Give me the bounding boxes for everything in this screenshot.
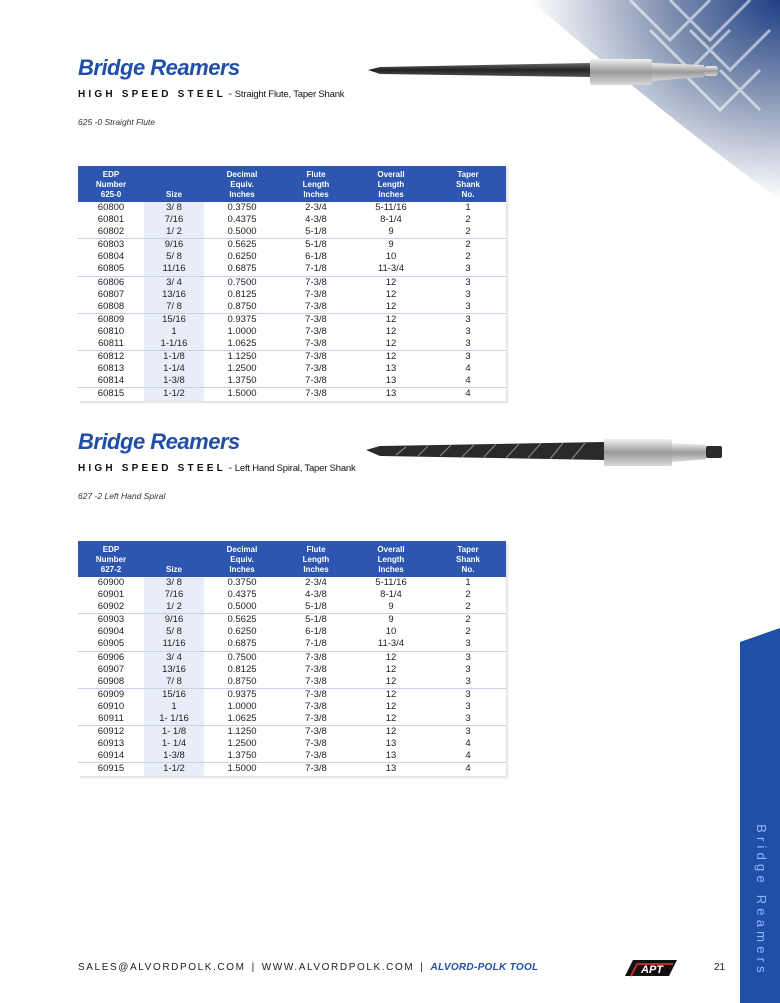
decimal-cell: 0.6250	[227, 251, 257, 263]
size-cell: 1-1/8	[144, 351, 204, 364]
flute-length-cell: 5-1/8	[280, 226, 352, 239]
size-cell: 3/ 4	[144, 276, 204, 289]
overall-length-cell: 12	[352, 713, 430, 726]
table-row	[78, 601, 506, 614]
taper-cell: 4	[465, 738, 471, 750]
overall-length-cell: 13	[385, 363, 397, 375]
corner-graphic	[470, 0, 780, 200]
header-edp: EDP Number 625-0	[78, 166, 144, 202]
edp-cell: 60901	[97, 589, 125, 601]
taper-cell: 3	[465, 651, 471, 663]
edp-cell: 60806	[97, 276, 125, 288]
material-label: HIGH SPEED STEEL	[78, 463, 226, 474]
taper-cell: 4	[465, 388, 471, 400]
size-cell: 3/ 4	[144, 651, 204, 664]
decimal-cell: 1.0625	[204, 338, 280, 351]
table-row	[78, 326, 506, 338]
taper-cell: 3	[465, 276, 471, 288]
flute-length-cell: 7-3/8	[280, 301, 352, 314]
section-subtitle	[78, 89, 508, 100]
taper-cell: 2	[430, 226, 506, 239]
taper-cell: 3	[465, 313, 471, 325]
size-cell: 3/ 8	[144, 577, 204, 589]
overall-length-cell: 10	[385, 251, 397, 263]
overall-length-cell: 8-1/4	[380, 589, 402, 601]
edp-cell: 60908	[78, 676, 144, 689]
edp-cell: 60812	[97, 351, 125, 363]
decimal-cell: 1.0625	[204, 713, 280, 726]
table-row	[78, 626, 506, 638]
edp-cell: 60915	[97, 763, 125, 775]
decimal-cell: 1.2500	[227, 363, 257, 375]
flute-length-cell: 5-1/8	[305, 239, 327, 251]
taper-cell: 3	[465, 351, 471, 363]
taper-cell: 3	[430, 638, 506, 651]
edp-cell: 60801	[97, 214, 125, 226]
size-cell: 1-1/16	[144, 338, 204, 351]
overall-length-cell: 12	[385, 288, 397, 300]
footer	[78, 962, 538, 973]
overall-length-cell: 5-11/16	[375, 202, 407, 213]
edp-cell: 60904	[97, 626, 125, 638]
edp-cell: 60804	[97, 251, 125, 263]
reamer-description: Left Hand Spiral, Taper Shank	[234, 463, 356, 474]
overall-length-cell: 12	[352, 301, 430, 314]
size-cell: 1-3/8	[144, 375, 204, 388]
taper-cell: 2	[465, 251, 471, 263]
table-row	[78, 338, 506, 351]
size-cell: 1-1/2	[144, 763, 204, 776]
decimal-cell: 0.4375	[227, 589, 257, 601]
taper-cell: 3	[465, 700, 471, 712]
decimal-cell: 1.5000	[227, 388, 257, 400]
edp-cell: 60905	[78, 638, 144, 651]
size-cell: 1- 1/4	[144, 738, 204, 750]
decimal-cell: 0.9375	[227, 313, 257, 325]
edp-cell: 60902	[78, 601, 144, 614]
overall-length-cell: 12	[385, 726, 397, 738]
flute-length-cell: 5-1/8	[305, 614, 327, 626]
flute-length-cell: 4-3/8	[305, 589, 327, 601]
table-row	[78, 713, 506, 726]
overall-length-cell: 13	[385, 738, 397, 750]
flute-length-cell: 7-3/8	[280, 375, 352, 388]
overall-length-cell: 12	[352, 338, 430, 351]
header-decimal: Decimal Equiv. Inches	[204, 166, 280, 202]
footer-email[interactable]: SALES@ALVORDPOLK.COM	[78, 962, 246, 973]
taper-cell: 2	[465, 589, 471, 601]
decimal-cell: 1.5000	[227, 763, 257, 775]
edp-cell: 60807	[97, 288, 125, 300]
decimal-cell: 1.1250	[227, 351, 257, 363]
header-size: Size	[144, 166, 204, 202]
table-row	[78, 388, 506, 401]
table-row	[78, 676, 506, 689]
spiral-reamer-image	[366, 435, 724, 471]
overall-length-cell: 9	[388, 239, 394, 251]
flute-length-cell: 7-1/8	[280, 638, 352, 651]
header-flute-length: Flute Length Inches	[280, 541, 352, 577]
edp-cell: 60909	[97, 688, 125, 700]
flute-length-cell: 7-1/8	[280, 263, 352, 276]
size-cell: 1-1/4	[144, 363, 204, 375]
overall-length-cell: 12	[385, 351, 397, 363]
side-tab-label	[746, 823, 776, 977]
edp-cell: 60900	[97, 577, 125, 588]
page-number: 21	[714, 962, 726, 973]
table-header-row	[78, 541, 506, 577]
overall-length-cell: 9	[352, 226, 430, 239]
edp-cell: 60803	[97, 239, 125, 251]
size-cell: 15/16	[144, 313, 204, 326]
decimal-cell: 0.3750	[227, 577, 257, 588]
reamer-table-627	[78, 541, 506, 776]
edp-cell: 60813	[97, 363, 125, 375]
material-label: HIGH SPEED STEEL	[78, 89, 226, 100]
header-edp: EDP Number 627-2	[78, 541, 144, 577]
edp-cell: 60912	[97, 726, 125, 738]
overall-length-cell: 13	[385, 763, 397, 775]
table-row	[78, 351, 506, 364]
taper-cell: 2	[465, 614, 471, 626]
taper-cell: 3	[465, 688, 471, 700]
size-cell: 1-3/8	[144, 750, 204, 763]
size-cell: 11/16	[144, 638, 204, 651]
taper-cell: 2	[465, 214, 471, 226]
flute-length-cell: 6-1/8	[305, 626, 327, 638]
flute-length-cell: 5-1/8	[280, 601, 352, 614]
overall-length-cell: 12	[385, 276, 397, 288]
taper-cell: 3	[465, 288, 471, 300]
flute-length-cell: 7-3/8	[305, 726, 327, 738]
size-cell: 1-1/2	[144, 388, 204, 401]
overall-length-cell: 12	[385, 663, 397, 675]
table-row	[78, 688, 506, 701]
size-cell: 1/ 2	[144, 601, 204, 614]
decimal-cell: 0.7500	[227, 651, 257, 663]
footer-brand: ALVORD-POLK TOOL	[430, 962, 539, 973]
footer-separator: |	[251, 962, 256, 973]
overall-length-cell: 10	[385, 626, 397, 638]
table-row	[78, 239, 506, 252]
taper-cell: 2	[465, 239, 471, 251]
decimal-cell: 0.6875	[204, 638, 280, 651]
decimal-cell: 0.5625	[227, 239, 257, 251]
size-cell: 7/16	[144, 589, 204, 601]
flute-length-cell: 7-3/8	[305, 363, 327, 375]
decimal-cell: 0.8750	[204, 301, 280, 314]
edp-cell: 60809	[97, 313, 125, 325]
section-title: Bridge Reamers	[78, 429, 240, 454]
overall-length-cell: 12	[352, 676, 430, 689]
flute-length-cell: 4-3/8	[305, 214, 327, 226]
decimal-cell: 0.4375	[227, 214, 257, 226]
taper-cell: 2	[430, 601, 506, 614]
footer-website[interactable]: WWW.ALVORDPOLK.COM	[261, 962, 415, 973]
header-taper-shank: Taper Shank No.	[430, 541, 506, 577]
table-row	[78, 664, 506, 676]
overall-length-cell: 9	[388, 614, 394, 626]
overall-length-cell: 12	[385, 325, 397, 337]
table-row	[78, 251, 506, 263]
size-cell: 5/ 8	[144, 626, 204, 638]
decimal-cell: 1.0000	[227, 700, 257, 712]
size-cell: 1- 1/16	[144, 713, 204, 726]
edp-cell: 60903	[97, 614, 125, 626]
edp-cell: 60815	[97, 388, 125, 400]
flute-length-cell: 2-3/4	[305, 202, 327, 213]
table-row	[78, 750, 506, 763]
table-row	[78, 289, 506, 301]
table-row	[78, 226, 506, 239]
table-row	[78, 614, 506, 627]
size-cell: 5/ 8	[144, 251, 204, 263]
overall-length-cell: 11-3/4	[352, 263, 430, 276]
size-cell: 7/ 8	[144, 301, 204, 314]
header-overall-length: Overall Length Inches	[352, 541, 430, 577]
section-title: Bridge Reamers	[78, 55, 240, 80]
edp-cell: 60800	[97, 202, 125, 213]
overall-length-cell: 13	[352, 375, 430, 388]
size-cell: 13/16	[144, 664, 204, 676]
table-row	[78, 763, 506, 776]
series-note: 627 -2 Left Hand Spiral	[78, 491, 166, 501]
flute-length-cell: 7-3/8	[305, 388, 327, 400]
size-cell: 1- 1/8	[144, 726, 204, 739]
flute-length-cell: 7-3/8	[305, 688, 327, 700]
flute-length-cell: 7-3/8	[305, 288, 327, 300]
size-cell: 9/16	[144, 614, 204, 627]
edp-cell: 60814	[78, 375, 144, 388]
size-cell: 11/16	[144, 263, 204, 276]
taper-cell: 3	[430, 301, 506, 314]
flute-length-cell: 7-3/8	[305, 663, 327, 675]
size-cell: 7/16	[144, 214, 204, 226]
decimal-cell: 0.8750	[204, 676, 280, 689]
subtitle-dash: -	[225, 89, 235, 100]
table-row	[78, 738, 506, 750]
table-row	[78, 214, 506, 226]
flute-length-cell: 7-3/8	[305, 738, 327, 750]
taper-cell: 2	[465, 626, 471, 638]
table-row	[78, 301, 506, 314]
flute-length-cell: 7-3/8	[305, 325, 327, 337]
decimal-cell: 0.5000	[204, 226, 280, 239]
decimal-cell: 0.8125	[227, 663, 257, 675]
overall-length-cell: 13	[352, 750, 430, 763]
overall-length-cell: 12	[385, 313, 397, 325]
overall-length-cell: 12	[385, 688, 397, 700]
taper-cell: 3	[430, 676, 506, 689]
table-row	[78, 202, 506, 214]
table-row	[78, 276, 506, 289]
overall-length-cell: 5-11/16	[375, 577, 407, 588]
decimal-cell: 0.5625	[227, 614, 257, 626]
overall-length-cell: 13	[385, 388, 397, 400]
decimal-cell: 0.5000	[204, 601, 280, 614]
edp-cell: 60810	[97, 325, 125, 337]
straight-flute-reamer-image	[368, 55, 720, 90]
edp-cell: 60811	[78, 338, 144, 351]
decimal-cell: 1.0000	[227, 325, 257, 337]
flute-length-cell: 2-3/4	[305, 577, 327, 588]
table-row	[78, 375, 506, 388]
taper-cell: 3	[465, 663, 471, 675]
taper-cell: 1	[465, 202, 471, 213]
table-row	[78, 701, 506, 713]
flute-length-cell: 7-3/8	[280, 713, 352, 726]
header-taper-shank: Taper Shank No.	[430, 166, 506, 202]
flute-length-cell: 7-3/8	[305, 700, 327, 712]
overall-length-cell: 11-3/4	[352, 638, 430, 651]
taper-cell: 4	[430, 375, 506, 388]
side-tab-text: Bridge Reamers	[753, 823, 769, 977]
table-row	[78, 577, 506, 589]
flute-length-cell: 6-1/8	[305, 251, 327, 263]
edp-cell: 60802	[78, 226, 144, 239]
table-row	[78, 651, 506, 664]
size-cell: 15/16	[144, 688, 204, 701]
header-size: Size	[144, 541, 204, 577]
header-overall-length: Overall Length Inches	[352, 166, 430, 202]
overall-length-cell: 12	[385, 651, 397, 663]
size-cell: 3/ 8	[144, 202, 204, 214]
decimal-cell: 1.3750	[204, 750, 280, 763]
taper-cell: 1	[465, 577, 471, 588]
edp-cell: 60913	[97, 738, 125, 750]
taper-cell: 3	[430, 263, 506, 276]
series-note: 625 -0 Straight Flute	[78, 117, 156, 127]
decimal-cell: 0.7500	[227, 276, 257, 288]
size-cell: 7/ 8	[144, 676, 204, 689]
header-decimal: Decimal Equiv. Inches	[204, 541, 280, 577]
decimal-cell: 1.1250	[227, 726, 257, 738]
decimal-cell: 1.2500	[227, 738, 257, 750]
decimal-cell: 0.6250	[227, 626, 257, 638]
flute-length-cell: 7-3/8	[280, 750, 352, 763]
decimal-cell: 0.9375	[227, 688, 257, 700]
size-cell: 9/16	[144, 239, 204, 252]
size-cell: 1	[144, 701, 204, 713]
taper-cell: 4	[430, 750, 506, 763]
table-row	[78, 263, 506, 276]
table-row	[78, 589, 506, 601]
overall-length-cell: 8-1/4	[380, 214, 402, 226]
flute-length-cell: 7-3/8	[305, 276, 327, 288]
taper-cell: 3	[430, 338, 506, 351]
edp-cell: 60911	[78, 713, 144, 726]
taper-cell: 3	[465, 325, 471, 337]
table-row	[78, 726, 506, 739]
table-body	[78, 577, 506, 776]
decimal-cell: 0.3750	[227, 202, 257, 213]
edp-cell: 60907	[97, 663, 125, 675]
table-row	[78, 638, 506, 651]
header-flute-length: Flute Length Inches	[280, 166, 352, 202]
flute-length-cell: 7-3/8	[305, 313, 327, 325]
table-body	[78, 202, 506, 401]
edp-cell: 60910	[97, 700, 125, 712]
subtitle-dash: -	[225, 463, 235, 474]
footer-separator: |	[420, 962, 425, 973]
edp-cell: 60914	[78, 750, 144, 763]
apt-logo	[623, 958, 679, 978]
size-cell: 13/16	[144, 289, 204, 301]
taper-cell: 3	[465, 726, 471, 738]
table-row	[78, 363, 506, 375]
table-header-row	[78, 166, 506, 202]
edp-cell: 60906	[97, 651, 125, 663]
flute-length-cell: 7-3/8	[305, 651, 327, 663]
overall-length-cell: 12	[385, 700, 397, 712]
flute-length-cell: 7-3/8	[305, 763, 327, 775]
edp-cell: 60805	[78, 263, 144, 276]
flute-length-cell: 7-3/8	[305, 351, 327, 363]
edp-cell: 60808	[78, 301, 144, 314]
flute-length-cell: 7-3/8	[280, 338, 352, 351]
decimal-cell: 1.3750	[204, 375, 280, 388]
flute-length-cell: 7-3/8	[280, 676, 352, 689]
taper-cell: 3	[430, 713, 506, 726]
decimal-cell: 0.6875	[204, 263, 280, 276]
reamer-table-625	[78, 166, 506, 401]
reamer-description: Straight Flute, Taper Shank	[234, 89, 345, 100]
decimal-cell: 0.8125	[227, 288, 257, 300]
size-cell: 1/ 2	[144, 226, 204, 239]
taper-cell: 4	[465, 363, 471, 375]
logo-text: APT	[641, 964, 663, 976]
overall-length-cell: 9	[352, 601, 430, 614]
size-cell: 1	[144, 326, 204, 338]
taper-cell: 4	[465, 763, 471, 775]
table-row	[78, 313, 506, 326]
